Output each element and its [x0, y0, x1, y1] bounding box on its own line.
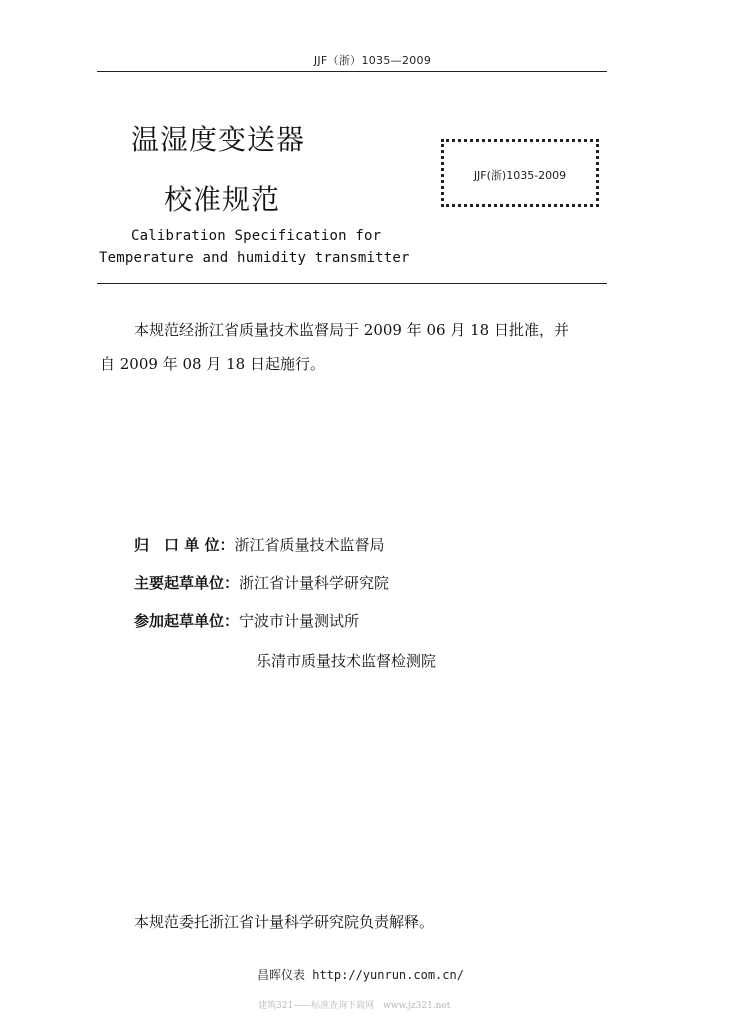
org-label-participating-drafter: 参加起草单位： — [134, 612, 240, 630]
title-line-1: 温湿度变送器 — [131, 123, 306, 156]
approval-line-1: 本规范经浙江省质量技术监督局于 2009 年 06 月 18 日批准，并 — [134, 321, 569, 339]
document-code: JJF(浙)1035-2009 — [473, 169, 567, 182]
interpretation-note: 本规范委托浙江省计量科学研究院负责解释。 — [134, 913, 435, 931]
footer-watermark: 建筑321——标准查询下载网 www.jz321.net — [258, 1001, 451, 1011]
header-rule — [97, 71, 607, 72]
english-title-line-2: Temperature and humidity transmitter — [99, 250, 410, 266]
org-value-responsible: 浙江省质量技术监督局 — [234, 536, 385, 554]
org-value-main-drafter: 浙江省计量科学研究院 — [239, 574, 390, 592]
document-code-box — [441, 139, 599, 207]
english-title-line-1: Calibration Specification for — [131, 228, 382, 244]
org-value-participating-drafter: 宁波市计量测试所 — [239, 612, 360, 630]
approval-line-2: 自 2009 年 08 月 18 日起施行。 — [100, 355, 325, 373]
title-rule — [97, 283, 607, 284]
org-row-participating-drafter-2 — [256, 650, 436, 671]
org-row-participating-drafter — [134, 610, 359, 631]
document-code-header: JJF（浙）1035—2009 — [313, 54, 432, 67]
org-value-participating-drafter-2: 乐清市质量技术监督检测院 — [256, 652, 437, 670]
org-row-main-drafter — [134, 572, 389, 593]
title-line-2: 校准规范 — [164, 183, 281, 216]
footer-link[interactable]: 昌晖仪表 http://yunrun.com.cn/ — [257, 968, 464, 982]
org-row-responsible — [134, 534, 384, 555]
org-label-responsible: 归 口 单 位： — [134, 536, 235, 554]
org-label-main-drafter: 主要起草单位： — [134, 574, 240, 592]
